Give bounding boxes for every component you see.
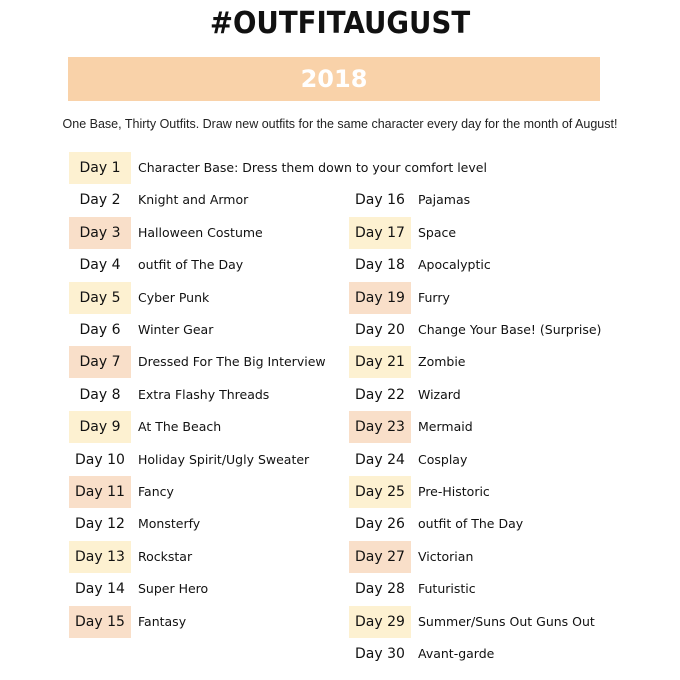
- day-label: Day 30: [355, 646, 405, 662]
- day-label: Day 8: [79, 387, 121, 403]
- day-label: Day 13: [69, 541, 131, 573]
- day-theme: Cosplay: [418, 452, 468, 467]
- day-theme: At The Beach: [138, 419, 222, 434]
- day-theme: Apocalyptic: [418, 257, 491, 272]
- day-theme: Futuristic: [418, 581, 476, 596]
- day-label: Day 21: [349, 346, 411, 378]
- day-theme: Pre-Historic: [418, 484, 490, 499]
- day-theme: Rockstar: [138, 549, 193, 564]
- day-label: Day 9: [69, 411, 131, 443]
- day-label: Day 6: [79, 322, 121, 338]
- day-label: Day 12: [75, 516, 125, 532]
- day-label: Day 25: [349, 476, 411, 508]
- day-label: Day 17: [349, 217, 411, 249]
- day-theme: Space: [418, 225, 457, 240]
- day-label: Day 23: [349, 411, 411, 443]
- day-label: Day 18: [355, 257, 405, 273]
- subtitle: One Base, Thirty Outfits. Draw new outfits for the same character every day for the month of August!: [62, 117, 618, 131]
- year-label: 2018: [300, 65, 368, 93]
- day-theme: Avant-garde: [418, 646, 495, 661]
- day-theme: Zombie: [418, 354, 466, 369]
- day-theme: outfit of The Day: [138, 257, 244, 272]
- day-theme: Victorian: [418, 549, 474, 564]
- day-theme: Furry: [418, 290, 450, 305]
- day-label: Day 4: [79, 257, 121, 273]
- day-label: Day 15: [69, 606, 131, 638]
- day-theme: outfit of The Day: [418, 516, 524, 531]
- day-label: Day 29: [349, 606, 411, 638]
- day-theme: Super Hero: [138, 581, 209, 596]
- year-banner: [68, 57, 600, 101]
- day-label: Day 26: [355, 516, 405, 532]
- day-label: Day 22: [355, 387, 405, 403]
- day-theme: Cyber Punk: [138, 290, 210, 305]
- day-label: Day 19: [349, 282, 411, 314]
- day-label: Day 20: [355, 322, 405, 338]
- day-label: Day 11: [69, 476, 131, 508]
- day-label: Day 2: [79, 192, 121, 208]
- day-theme: Pajamas: [418, 192, 471, 207]
- day-label: Day 7: [69, 346, 131, 378]
- day-theme: Wizard: [418, 387, 461, 402]
- day-label: Day 14: [75, 581, 125, 597]
- day-label: Day 10: [75, 452, 125, 468]
- day-theme: Fancy: [138, 484, 174, 499]
- day-theme: Knight and Armor: [138, 192, 249, 207]
- day-theme: Monsterfy: [138, 516, 201, 531]
- day-label: Day 16: [355, 192, 405, 208]
- day-theme: Summer/Suns Out Guns Out: [418, 614, 595, 629]
- day-theme: Fantasy: [138, 614, 187, 629]
- day-label: Day 5: [69, 282, 131, 314]
- day-label: Day 3: [69, 217, 131, 249]
- day-theme: Character Base: Dress them down to your comfort level: [138, 160, 487, 175]
- day-theme: Holiday Spirit/Ugly Sweater: [138, 452, 310, 467]
- day-theme: Winter Gear: [138, 322, 214, 337]
- day-theme: Halloween Costume: [138, 225, 263, 240]
- day-theme: Change Your Base! (Surprise): [418, 322, 602, 337]
- day-label: Day 24: [355, 452, 405, 468]
- day-theme: Mermaid: [418, 419, 473, 434]
- day-label: Day 27: [349, 541, 411, 573]
- page-title: #OUTFITAUGUST: [209, 6, 471, 41]
- day-theme: Extra Flashy Threads: [138, 387, 270, 402]
- day-label: Day 1: [69, 152, 131, 184]
- day-label: Day 28: [355, 581, 405, 597]
- day-theme: Dressed For The Big Interview: [138, 354, 326, 369]
